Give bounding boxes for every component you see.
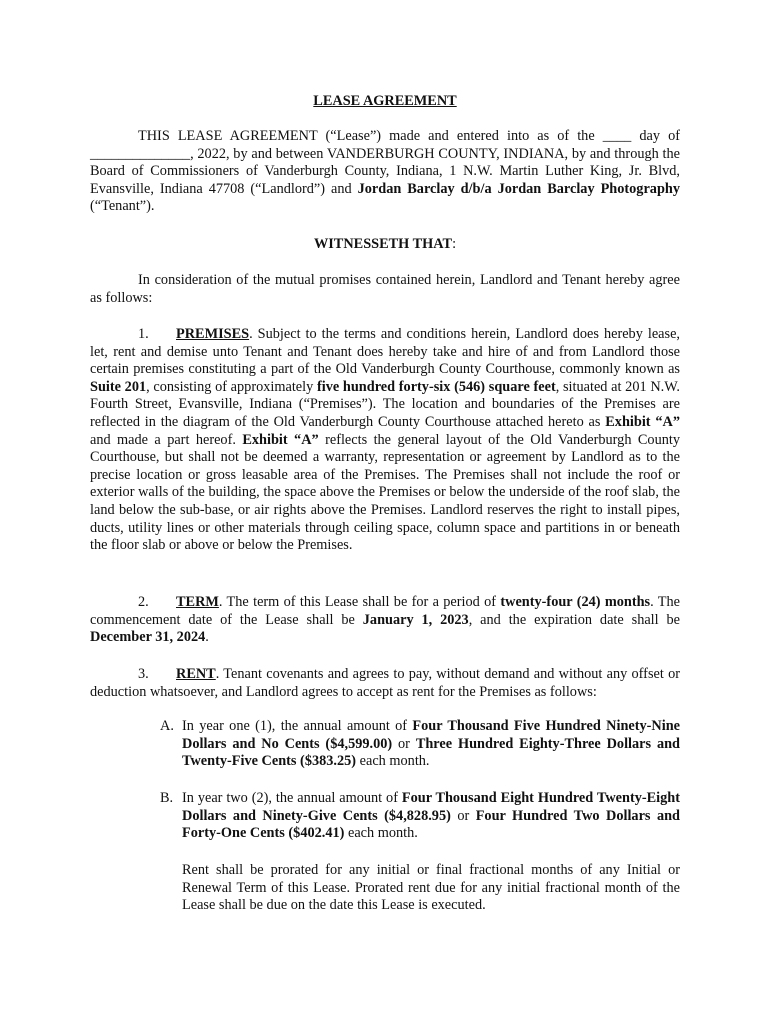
rent-year-one: A. In year one (1), the annual amount of Four Thousand Five Hundred Ninety-Nine Dollars and No Cents ($4,599.00) or Three Hundred Eighty-Three Dollars and Twenty-Five Cents ($383.25) each month. [160, 718, 681, 770]
section-heading: RENT [176, 666, 216, 682]
premises-section: 1. PREMISES. Subject to the terms and conditions herein, Landlord does hereby lease, let, rent and demise unto Tenant and Tenant does hereby take and hire of and from Landlord those certain premises constituting a part of the Old Vanderburgh County Courthouse, commonly known as Suite 201, consisting of approximately five hundred forty-six (546) square feet, situated at 201 N.W. Fourth Street, Evansville, Indiana (“Premises”). The location and boundaries of the Premises are reflected in the diagram of the Old Vanderburgh County Courthouse attached hereto as Exhibit “A” and made a part hereof. Exhibit “A” reflects the general layout of the Old Vanderburgh County Courthouse, but shall not be deemed a warranty, representation or agreement by Landlord as to the precise location or gross leasable area of the Premises. The Premises shall not include the roof or exterior walls of the building, the space above the Premises or below the underside of the roof slab, the land below the sub-base, or air rights above the Premises. Landlord reserves the right to install pipes, ducts, utility lines or other materials through ceiling space, column space and partitions in or beneath the floor slab or above or below the Premises. [90, 326, 680, 554]
section-number: 1. [138, 326, 149, 342]
list-label: B. [160, 790, 174, 806]
section-heading: TERM [176, 594, 219, 610]
document-title: LEASE AGREEMENT [313, 93, 457, 109]
intro-paragraph [90, 128, 680, 216]
intro-text-1: THIS LEASE AGREEMENT (“Lease”) made and entered into as of the ____ day of ______________, 2022, by and between VANDERBURGH COUNTY, INDIANA, by and through the Board of Commissioners of Vanderburgh County, Indiana, 1 N.W. Martin Luther King, Jr. Blvd, Evansville, Indiana 47708 (“Landlord”) and [90, 128, 680, 197]
prorate-paragraph: Rent shall be prorated for any initial or final fractional months of any Initial or Renewal Term of this Lease. Prorated rent due for any initial fractional month of the Lease shall be due on the date this Lease is executed. [182, 862, 680, 914]
rent-year-two: B. In year two (2), the annual amount of Four Thousand Eight Hundred Twenty-Eight Dollars and Ninety-Give Cents ($4,828.95) or Four Hundred Two Dollars and Forty-One Cents ($402.41) each month. [160, 790, 680, 842]
witnesseth-heading: WITNESSETH THAT: [313, 236, 457, 252]
tenant-name: Jordan Barclay d/b/a Jordan Barclay Photography [357, 180, 681, 197]
section-number: 3. [138, 666, 149, 682]
consideration-paragraph: In consideration of the mutual promises contained herein, Landlord and Tenant hereby agree as follows: [90, 272, 680, 306]
intro-text-2: (“Tenant”). [90, 198, 155, 215]
list-label: A. [160, 718, 174, 734]
rent-section: 3. RENT. Tenant covenants and agrees to pay, without demand and without any offset or deduction whatsoever, and Landlord agrees to accept as rent for the Premises as follows: [90, 666, 680, 700]
term-section: 2. TERM. The term of this Lease shall be for a period of twenty-four (24) months. The commencement date of the Lease shall be January 1, 2023, and the expiration date shall be December 31, 2024. [90, 594, 681, 646]
section-number: 2. [138, 594, 149, 610]
section-heading: PREMISES [176, 326, 250, 342]
